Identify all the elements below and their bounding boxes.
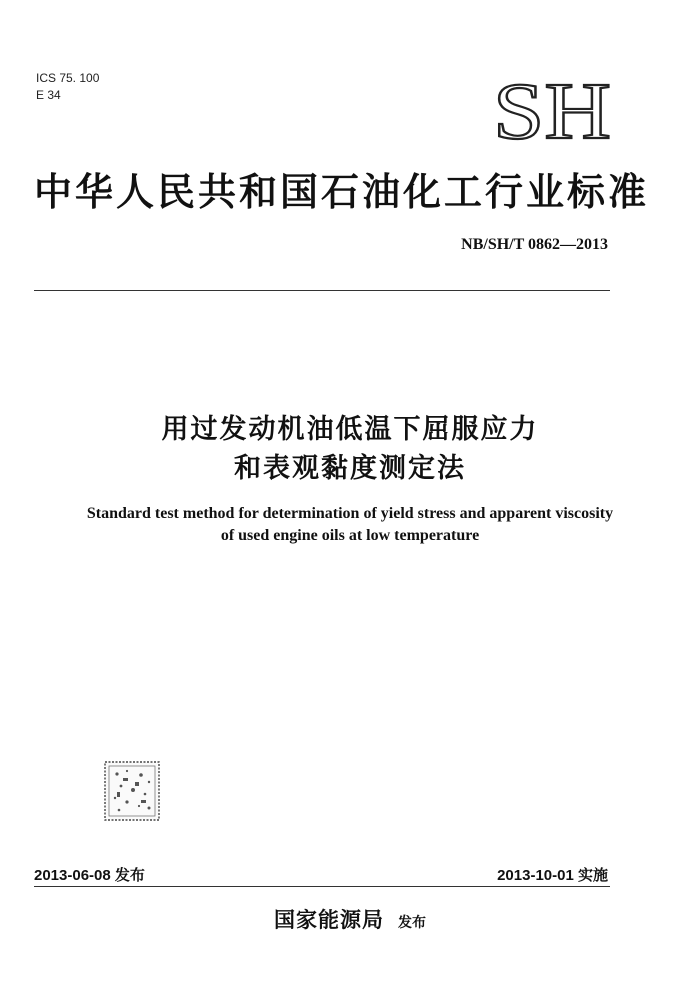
ics-code: ICS 75. 100 [36,71,100,85]
title-en-line1: Standard test method for determination of yield stress and apparent viscosity [86,505,614,522]
standard-number: NB/SH/T 0862—2013 [461,236,608,253]
title-cn-line2: 和表观黏度测定法 [234,453,466,484]
anti-counterfeit-stamp [103,760,161,822]
publisher [0,904,700,934]
classification-codes [36,70,99,104]
publisher-suffix: 发布 [398,915,426,931]
sh-logo [490,74,614,144]
bottom-divider [34,886,610,887]
publisher-name: 国家能源局 [274,908,384,932]
implementation-date: 2013-10-01 实施 [497,867,608,884]
title-en-line2: of used engine oils at low temperature [220,527,480,544]
title-cn-line1: 用过发动机油低温下屈服应力 [161,414,539,445]
sh-logo-text: SH [493,74,611,144]
top-divider [34,290,610,291]
organization-title: 中华人民共和国石油化工行业标准 [34,170,650,214]
ccs-code: E 34 [36,88,61,102]
issue-date: 2013-06-08 发布 [34,867,145,884]
